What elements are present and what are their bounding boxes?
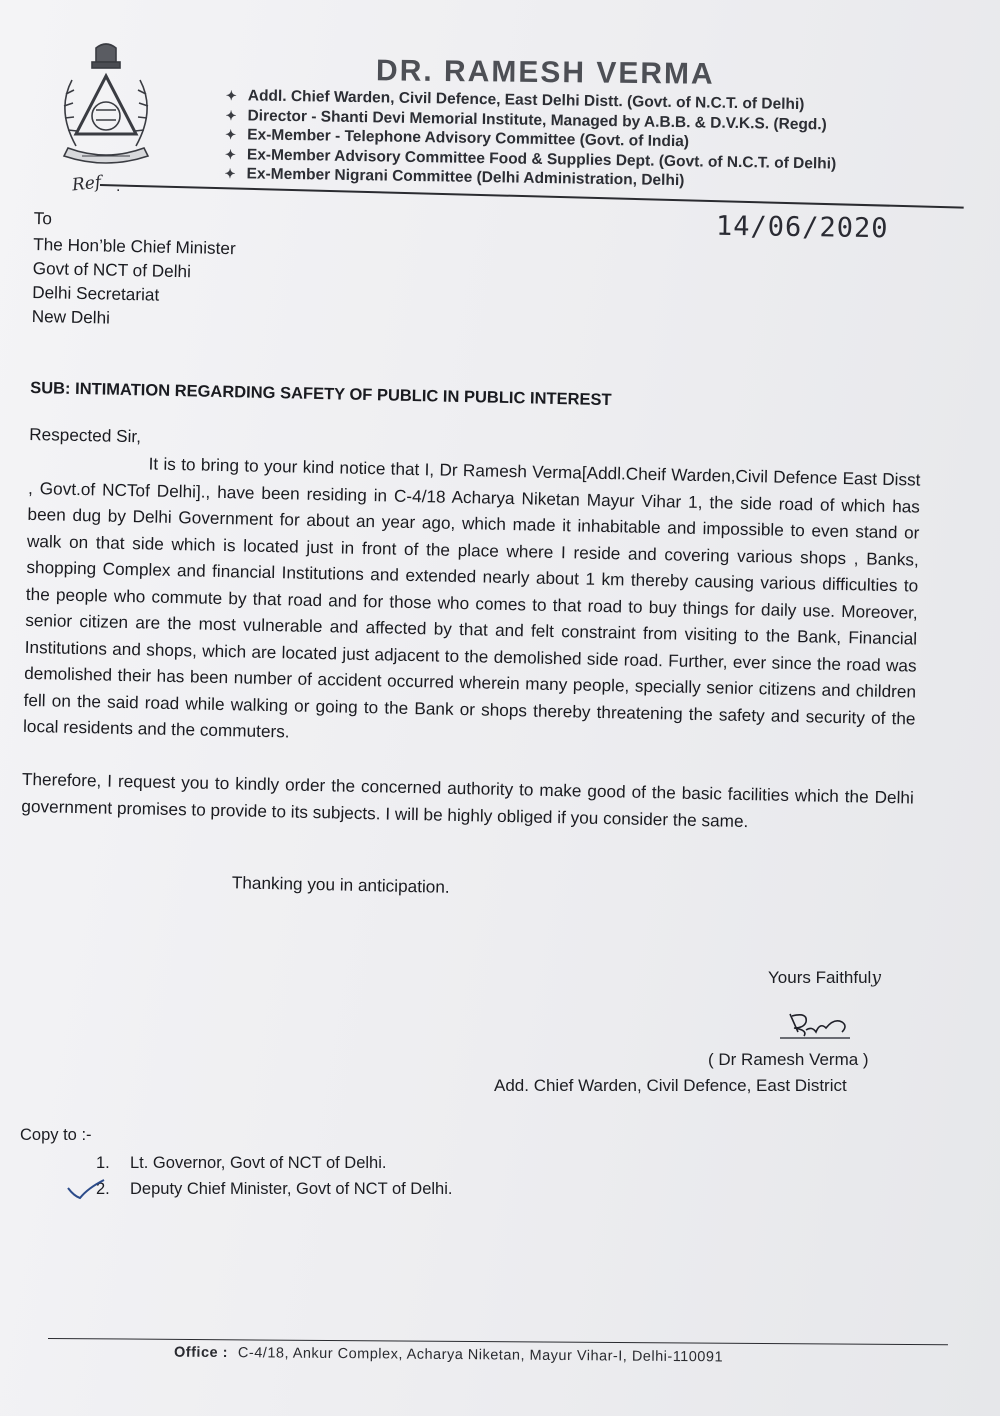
letterhead-designations [224, 86, 915, 194]
star-bullet-icon: ✦ [224, 165, 236, 182]
star-bullet-icon: ✦ [225, 87, 237, 104]
office-address: Office : C-4/18, Ankur Complex, Acharya Niketan, Mayur Vihar-I, Delhi-110091 [173, 1344, 724, 1366]
ref-dot: . [116, 178, 121, 195]
copy-to-item: 2. Deputy Chief Minister, Govt of NCT of Delhi. [96, 1180, 453, 1198]
star-bullet-icon: ✦ [225, 126, 237, 143]
star-bullet-icon: ✦ [225, 107, 237, 123]
closing: Yours Faithfuly [768, 968, 881, 988]
recipient-line: The Hon’ble Chief Minister [32, 233, 236, 259]
signature [760, 1008, 870, 1042]
designation-line: ✦ Ex-Member Nigrani Committee (Delhi Administration, Delhi) [224, 165, 685, 190]
handwritten-date: 14/06/2020 [715, 210, 889, 245]
recipient-line: New Delhi [31, 305, 111, 328]
body-paragraph: It is to bring to your kind notice that I, Dr Ramesh Verma[Addl.Cheif Warden,Civil Defence East Disst , Govt.of NCTof Delhi]., have been residing in C-4/18 Acharya Niketan Mayur Vihar 1, the side road of which has been dug by Delhi Government for about an year ago, which made it inhabitable and impossible to even stand or walk on that side which is located just in front of the place where I reside and covering various shops , Banks, shopping Complex and financial Institutions and extended nearly about 1 km thereby causing various difficulties to the people who commute by that road and for those who comes to that road to buy things for daily use. Moreover, senior citizen are the most vulnerable and affected by that and felt constraint from visiting to the Bank, Financial Institutions and shops, which are located just adjacent to the demolished side road. Further, ever since the road was demolished their has been number of accident occurred wherein many people, specially senior citizens and children fell on the said road while walking or going to the Bank or shops thereby threatening the safety and security of the local residents and the commuters. [22, 453, 921, 742]
signer-title: Add. Chief Warden, Civil Defence, East District [494, 1076, 847, 1095]
designation-line: ✦ Ex-Member Advisory Committee Food & Supplies Dept. (Govt. of N.C.T. of Delhi) [224, 145, 837, 173]
recipient-line: Govt of NCT of Delhi [32, 257, 192, 282]
designation-line: ✦ Ex-Member - Telephone Advisory Committee (Govt. of India) [225, 126, 690, 151]
request-paragraph: Therefore, I request you to kindly order the concerned authority to make good of the basic facilities which the Delhi government promises to provide to its subjects. I will be highly obliged if you consider the same. [21, 768, 915, 831]
check-mark-icon [66, 1176, 110, 1200]
designation-line: ✦ Director - Shanti Devi Memorial Institute, Managed by A.B.B. & D.V.K.S. (Regd.) [225, 106, 827, 133]
thanks-line: Thanking you in anticipation. [231, 872, 450, 897]
recipient-line: Delhi Secretariat [31, 281, 160, 305]
signer-name: ( Dr Ramesh Verma ) [708, 1050, 869, 1069]
copy-to-item: 1. Lt. Governor, Govt of NCT of Delhi. [96, 1154, 387, 1172]
salutation: Respected Sir, [29, 423, 142, 447]
subject-line: SUB: INTIMATION REGARDING SAFETY OF PUBLIC IN PUBLIC INTEREST [29, 378, 612, 410]
copy-to-list [96, 1150, 452, 1202]
emblem-seal [52, 40, 160, 170]
star-bullet-icon: ✦ [224, 146, 236, 162]
copy-to-label: Copy to :- [20, 1126, 92, 1144]
to-label: To [33, 207, 53, 229]
designation-line: ✦ Addl. Chief Warden, Civil Defence, East Delhi Distt. (Govt. of N.C.T. of Delhi) [225, 87, 805, 114]
ref-label: Ref [71, 172, 103, 196]
letterhead-name: DR. RAMESH VERMA [375, 54, 715, 91]
